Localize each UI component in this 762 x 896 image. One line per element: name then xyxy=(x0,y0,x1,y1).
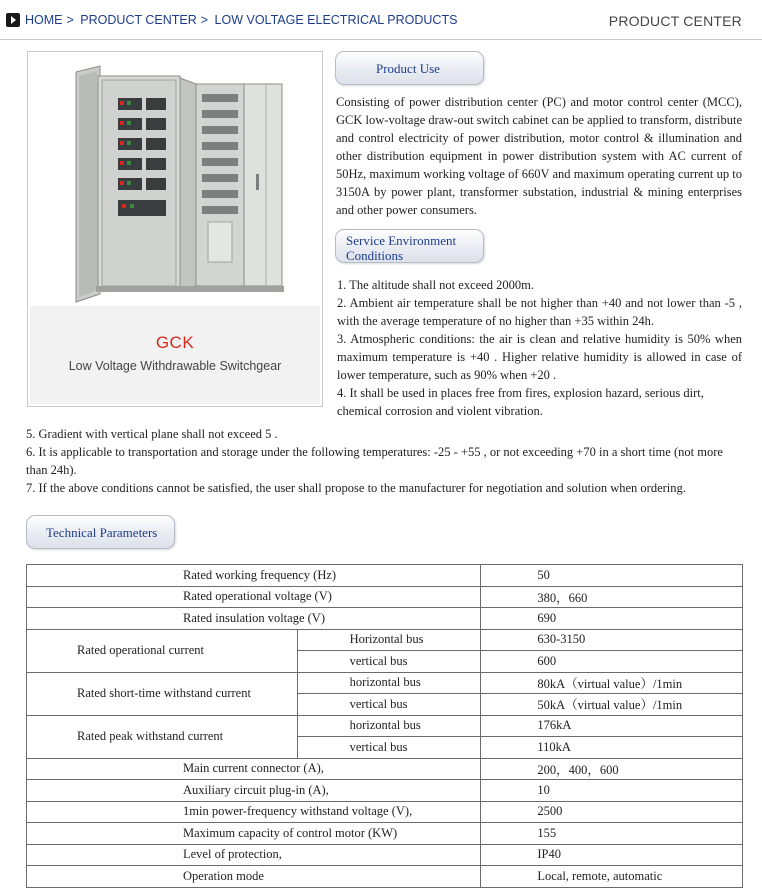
param-label: Rated operational voltage (V) xyxy=(27,586,481,608)
service-condition-4: 4. It shall be used in places free from fires, explosion hazard, serious dirt, chemical corrosion and violent vibration. xyxy=(337,386,704,418)
product-use-text: Consisting of power distribution center (PC) and motor control center (MCC), GCK low-voltage draw-out switch cabinet can be applied to transform, distribute and control electricity of power distribution, motor control & illumination and other distribution equipment in power distribution system with AC current of 50Hz, maximum working voltage of 660V and maximum operating current up to 3150A by power plant, transformer substation, industrial & mining enterprises and other power consumers. xyxy=(336,95,742,217)
param-sublabel: vertical bus xyxy=(297,651,481,673)
table-row xyxy=(27,844,743,866)
service-condition-1: 1. The altitude shall not exceed 2000m. xyxy=(337,278,534,292)
param-label: Auxiliary circuit plug-in (A), xyxy=(27,780,481,802)
breadcrumb-category-link[interactable]: LOW VOLTAGE ELECTRICAL PRODUCTS xyxy=(214,13,458,27)
param-value: 50kA（virtual value）/1min xyxy=(481,694,743,716)
param-value: 10 xyxy=(481,780,743,802)
table-row xyxy=(27,586,743,608)
param-label: 1min power-frequency withstand voltage (V), xyxy=(27,801,481,823)
param-label: Operation mode xyxy=(27,866,481,888)
product-card xyxy=(27,51,323,407)
param-label: Rated short-time withstand current xyxy=(27,672,298,715)
param-value: 600 xyxy=(481,651,743,673)
switchgear-cabinet-icon xyxy=(30,54,320,304)
service-environment-heading-line2: Conditions xyxy=(346,248,404,263)
param-value: IP40 xyxy=(481,844,743,866)
param-value: 200，400，600 xyxy=(481,758,743,780)
service-condition-5: 5. Gradient with vertical plane shall not exceed 5 . xyxy=(26,427,278,441)
product-name: GCK xyxy=(155,333,195,352)
table-row xyxy=(27,758,743,780)
table-row xyxy=(27,608,743,630)
technical-parameters-heading-label: Technical Parameters xyxy=(46,525,158,540)
param-value: 630-3150 xyxy=(481,629,743,651)
service-environment-heading xyxy=(335,229,484,263)
param-value: 80kA（virtual value）/1min xyxy=(481,672,743,694)
service-condition-6: 6. It is applicable to transportation and storage under the following temperatures: -25 - +55 , or not exceeding +70 in a short time (not more than 24h). xyxy=(26,445,723,477)
product-description: Low Voltage Withdrawable Switchgear xyxy=(68,359,282,373)
param-label: Maximum capacity of control motor (KW) xyxy=(27,823,481,845)
param-sublabel: Horizontal bus xyxy=(297,629,481,651)
param-value: 690 xyxy=(481,608,743,630)
service-environment-heading-line1: Service Environment xyxy=(346,233,457,248)
param-value: Local, remote, automatic xyxy=(481,866,743,888)
service-condition-7: 7. If the above conditions cannot be satisfied, the user shall propose to the manufacturer for negotiation and solution when ordering. xyxy=(26,481,686,495)
technical-parameters-table xyxy=(26,564,743,888)
param-sublabel: vertical bus xyxy=(297,694,481,716)
param-sublabel: horizontal bus xyxy=(297,672,481,694)
param-value: 50 xyxy=(481,565,743,587)
table-row xyxy=(27,866,743,888)
table-row xyxy=(27,629,743,651)
breadcrumb-separator: > xyxy=(66,13,74,27)
breadcrumb-home-link[interactable]: HOME xyxy=(25,13,63,27)
param-value: 155 xyxy=(481,823,743,845)
param-value: 176kA xyxy=(481,715,743,737)
table-row xyxy=(27,780,743,802)
param-label: Main current connector (A), xyxy=(27,758,481,780)
table-row xyxy=(27,565,743,587)
param-label: Level of protection, xyxy=(27,844,481,866)
service-condition-2: 2. Ambient air temperature shall be not higher than +40 and not lower than -5 , with the average temperature of no higher than +35 within 24h. xyxy=(337,296,742,328)
breadcrumb-bar xyxy=(0,0,762,40)
switchgear-cabinet-photo xyxy=(30,54,320,304)
param-value: 2500 xyxy=(481,801,743,823)
param-label: Rated peak withstand current xyxy=(27,715,298,758)
product-use-heading xyxy=(335,51,484,85)
product-use-heading-label: Product Use xyxy=(376,61,440,76)
table-row xyxy=(27,715,743,737)
service-condition-3: 3. Atmospheric conditions: the air is clean and relative humidity is 50% when maximum temperature is +40 . Higher relative humidity is allowed in case of lower temperature, such as 90% when +20 . xyxy=(337,332,742,382)
technical-parameters-heading xyxy=(26,515,175,549)
section-title: PRODUCT CENTER xyxy=(608,13,742,29)
param-label: Rated working frequency (Hz) xyxy=(27,565,481,587)
param-label: Rated insulation voltage (V) xyxy=(27,608,481,630)
param-sublabel: vertical bus xyxy=(297,737,481,759)
table-row xyxy=(27,823,743,845)
arrow-right-icon xyxy=(6,13,20,27)
breadcrumb-separator: > xyxy=(200,13,209,27)
param-label: Rated operational current xyxy=(27,629,298,672)
product-caption xyxy=(30,306,320,404)
param-sublabel: horizontal bus xyxy=(297,715,481,737)
breadcrumb-product-center-link[interactable]: PRODUCT CENTER xyxy=(80,13,197,27)
param-value: 110kA xyxy=(481,737,743,759)
table-row xyxy=(27,672,743,694)
table-row xyxy=(27,801,743,823)
breadcrumb xyxy=(25,13,457,27)
param-value: 380，660 xyxy=(481,586,743,608)
